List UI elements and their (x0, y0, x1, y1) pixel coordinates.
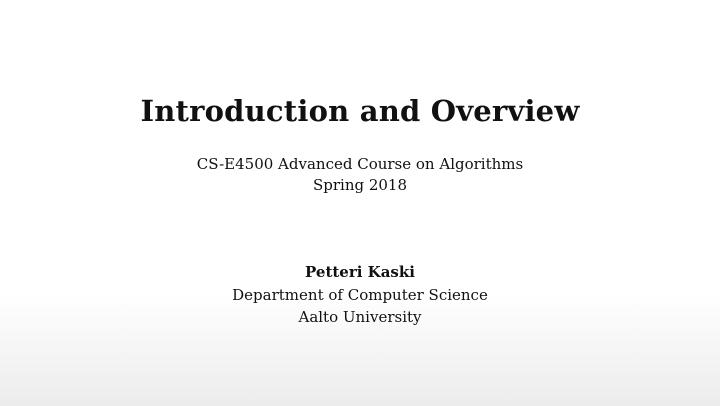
slide-title: Introduction and Overview (140, 94, 580, 128)
author-university: Aalto University (298, 308, 422, 326)
author-name: Petteri Kaski (305, 263, 415, 281)
course-term: Spring 2018 (312, 176, 408, 194)
author-department: Department of Computer Science (232, 286, 488, 304)
course-name: CS-E4500 Advanced Course on Algorithms (196, 155, 524, 173)
